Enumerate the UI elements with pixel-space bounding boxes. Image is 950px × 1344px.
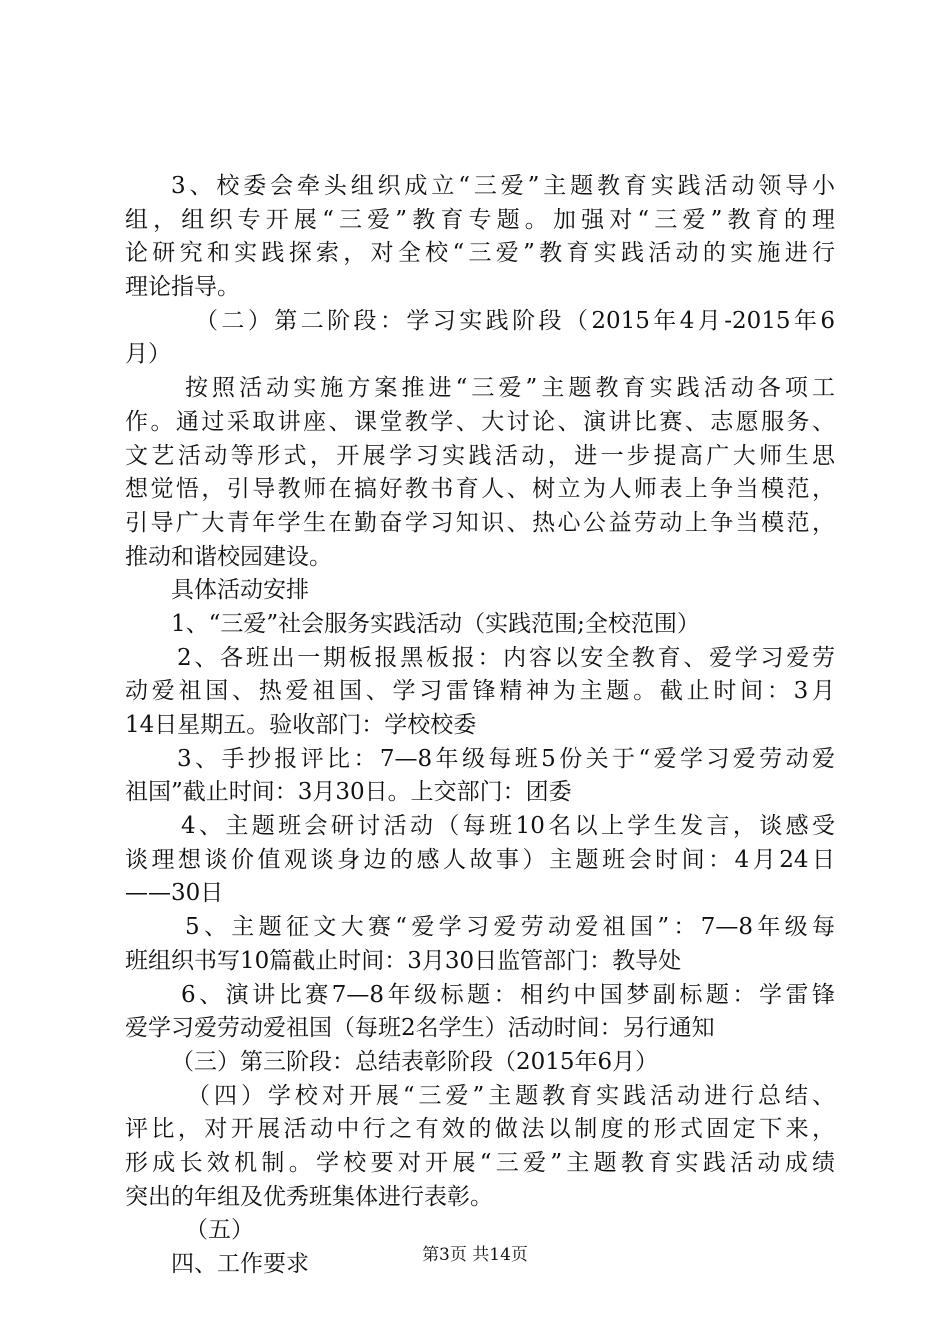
paragraph-line: 想觉悟，引导教师在搞好教书育人、树立为人师表上争当模范， bbox=[125, 476, 835, 503]
paragraph-line: 突出的年组及优秀班集体进行表彰。 bbox=[125, 1183, 493, 1210]
list-item-line: 动爱祖国、热爱祖国、学习雷锋精神为主题。截止时间：3月 bbox=[125, 678, 835, 705]
list-item-line: 3、手抄报评比：7—8年级每班5份关于“爱学习爱劳动爱 bbox=[177, 745, 835, 772]
list-item-line: ——30日 bbox=[125, 880, 224, 907]
paragraph-line: 评比，对开展活动中行之有效的做法以制度的形式固定下来， bbox=[125, 1116, 835, 1143]
paragraph-line: 形成长效机制。学校要对开展“三爱”主题教育实践活动成绩 bbox=[125, 1149, 835, 1176]
paragraph-line: 作。通过采取讲座、课堂教学、大讨论、演讲比赛、志愿服务、 bbox=[125, 408, 835, 435]
paragraph-line: 引导广大青年学生在勤奋学习知识、热心公益劳动上争当模范， bbox=[125, 509, 835, 536]
list-item-line: 6、演讲比赛7—8年级标题：相约中国梦副标题：学雷锋 bbox=[181, 981, 835, 1008]
list-item-line: 班组织书写10篇截止时间：3月30日监管部门：教导处 bbox=[125, 947, 682, 974]
paragraph-line: 文艺活动等形式，开展学习实践活动，进一步提高广大师生思 bbox=[125, 442, 835, 469]
list-item-line: 谈理想谈价值观谈身边的感人故事）主题班会时间：4月24日 bbox=[125, 846, 835, 873]
paragraph-line: 理论指导。 bbox=[125, 274, 240, 301]
page-number-footer: 第3页 共14页 bbox=[422, 1245, 528, 1265]
section-heading-line: 月） bbox=[125, 341, 171, 368]
paragraph-line: 推动和谐校园建设。 bbox=[125, 543, 332, 570]
section-heading-line: 四、工作要求 bbox=[171, 1251, 309, 1277]
paragraph-line: 论研究和实践探索，对全校“三爱”教育实践活动的实施进行 bbox=[125, 240, 835, 267]
paragraph-line: 按照活动实施方案推进“三爱”主题教育实践活动各项工 bbox=[185, 375, 835, 402]
paragraph-line: （四）学校对开展“三爱”主题教育实践活动进行总结、 bbox=[187, 1082, 835, 1109]
section-heading-line: （二）第二阶段：学习实践阶段（2015年4月-2015年6 bbox=[195, 307, 835, 334]
list-item-line: 2、各班出一期板报黑板报：内容以安全教育、爱学习爱劳 bbox=[177, 644, 835, 671]
list-item-line: 爱学习爱劳动爱祖国（每班2名学生）活动时间：另行通知 bbox=[125, 1015, 715, 1042]
paragraph-line: 3、校委会牵头组织成立“三爱”主题教育实践活动领导小 bbox=[171, 173, 835, 199]
paragraph-line: 组，组织专开展“三爱”教育专题。加强对“三爱”教育的理 bbox=[125, 206, 835, 233]
subheading-line: 具体活动安排 bbox=[171, 577, 309, 604]
list-item-line: 1、“三爱”社会服务实践活动（实践范围;全校范围） bbox=[171, 610, 700, 637]
section-heading-line: （三）第三阶段：总结表彰阶段（2015年6月） bbox=[171, 1048, 659, 1075]
list-item-line: 14日星期五。验收部门：学校校委 bbox=[125, 712, 477, 738]
list-item-line: 5、主题征文大赛“爱学习爱劳动爱祖国”：7—8年级每 bbox=[185, 914, 835, 941]
list-item-line: 4、主题班会研讨活动（每班10名以上学生发言，谈感受 bbox=[181, 813, 835, 840]
document-body bbox=[125, 170, 835, 1282]
section-heading-line: （五） bbox=[185, 1217, 254, 1244]
list-item-line: 祖国”截止时间：3月30日。上交部门：团委 bbox=[125, 779, 572, 806]
